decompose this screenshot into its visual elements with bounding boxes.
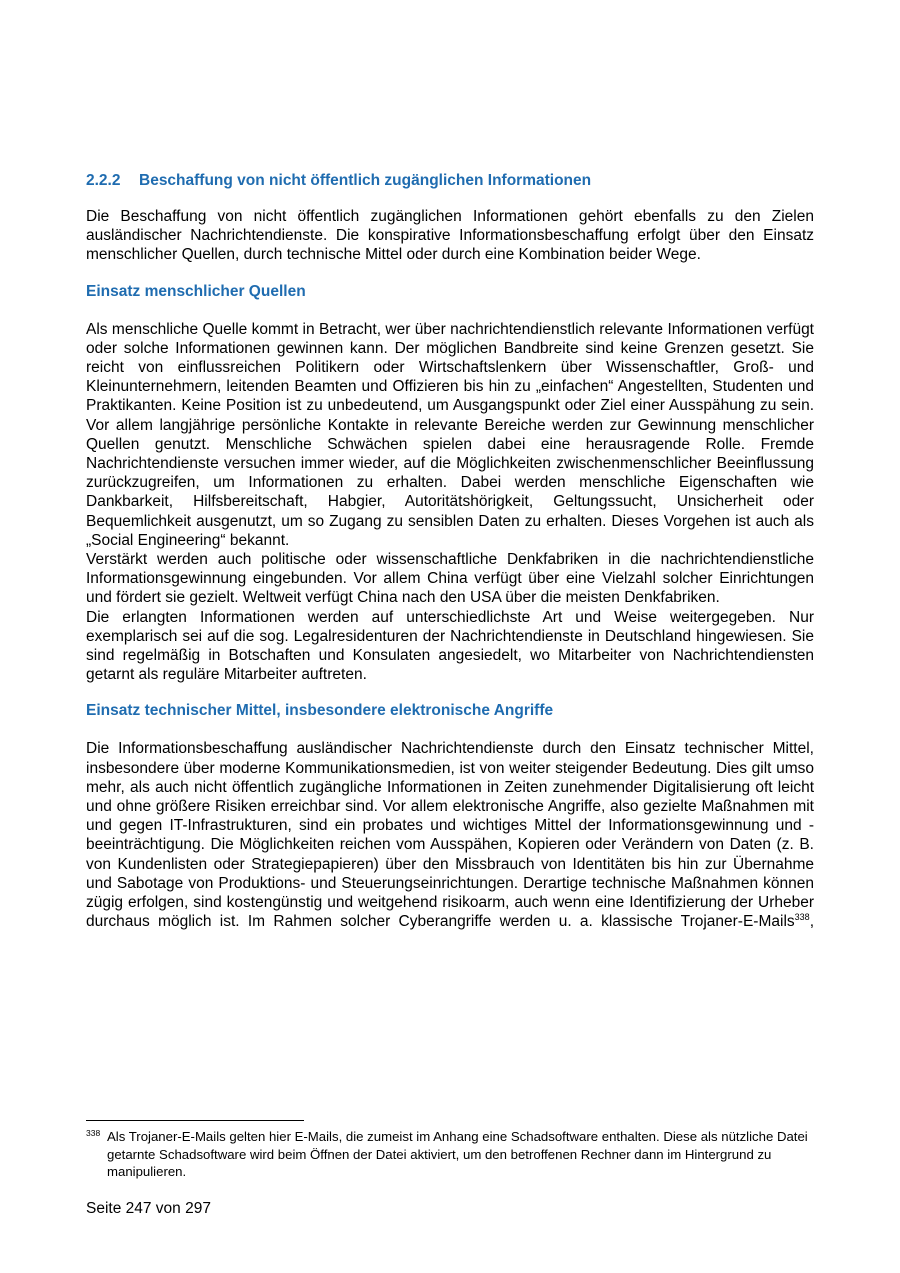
section-title: Beschaffung von nicht öffentlich zugänglichen Informationen — [139, 172, 592, 189]
intro-paragraph: Die Beschaffung von nicht öffentlich zugänglichen Informationen gehört ebenfalls zu den Zielen ausländischer Nachrichtendienste. Die konspirative Informationsbeschaffung erfolgt über den Einsatz menschlicher Quellen, durch technische Mittel oder durch eine Kombination beider Wege. — [86, 208, 814, 264]
footnote-reference[interactable]: 338 — [794, 912, 810, 923]
technical-means-trailing: , — [809, 913, 814, 931]
human-sources-paragraph-3: Die erlangten Informationen werden auf unterschiedlichste Art und Weise weitergegeben. Nur exemplarisch sei auf die sog. Legalresidenturen der Nachrichtendienste in Deutschland hingewiesen. Sie sind regelmäßig in Botschaften und Konsulaten angesiedelt, wo Mitarbeiter von Nachrichtendiensten getarnt als reguläre Mitarbeiter auftreten. — [86, 608, 814, 684]
subheading-technical-means: Einsatz technischer Mittel, insbesondere elektronische Angriffe — [86, 702, 554, 720]
human-sources-paragraph-2: Verstärkt werden auch politische oder wissenschaftliche Denkfabriken in die nachrichtendienstliche Informationsgewinnung eingebunden. Vor allem China verfügt über eine Vielzahl solcher Einrichtungen und fördert sie gezielt. Weltweit verfügt China nach den USA über die meisten Denkfabriken. — [86, 551, 814, 607]
footnote-text: Als Trojaner-E-Mails gelten hier E-Mails, die zumeist im Anhang eine Schadsoftware enthalten. Diese als nützliche Datei getarnte Schadsoftware wird beim Öffnen der Datei aktiviert, um den betroffenen Rechner dann im Hintergrund zu manipulieren. — [107, 1129, 808, 1179]
footnote-number: 338 — [86, 1128, 101, 1138]
section-number: 2.2.2 — [86, 172, 121, 189]
footnote-divider — [86, 1120, 304, 1121]
page-number: Seite 247 von 297 — [86, 1200, 211, 1217]
technical-means-paragraph — [86, 739, 814, 931]
technical-means-text: Die Informationsbeschaffung ausländischer Nachrichtendienste durch den Einsatz technischer Mittel, insbesondere über moderne Kommunikationsmedien, ist von weiter steigender Bedeutung. Dies gilt umso mehr, als auch nicht öffentlich zugängliche Informationen in Zeiten zunehmender Digitalisierung oft leicht und ohne größere Risiken erreichbar sind. Vor allem elektronische Angriffe, also gezielte Maßnahmen mit und gegen IT-Infrastrukturen, sind ein probates und wichtiges Mittel der Informationsgewinnung und -beeinträchtigung. Die Möglichkeiten reichen vom Ausspähen, Kopieren oder Verändern von Daten (z. B. von Kundenlisten oder Strategiepapieren) über den Missbrauch von Identitäten bis hin zur Übernahme und Sabotage von Produktions- und Steuerungseinrichtungen. Derartige technische Maßnahmen können zügig erfolgen, sind kostengünstig und weitgehend risikoarm, auch wenn eine Identifizierung der Urheber durchaus möglich ist. Im Rahmen solcher Cyberangriffe werden u. a. klassische Trojaner-E-Mails — [86, 740, 814, 931]
human-sources-paragraph-1: Als menschliche Quelle kommt in Betracht, wer über nachrichtendienstlich relevante Informationen verfügt oder solche Informationen gewinnen kann. Der möglichen Bandbreite sind keine Grenzen gesetzt. Sie reicht von einflussreichen Politikern oder Wirtschaftslenkern über Wissenschaftler, Groß- und Kleinunternehmern, leitenden Beamten und Offizieren bis hin zu „einfachen“ Angestellten, Studenten und Praktikanten. Keine Position ist zu unbedeutend, um Ausgangspunkt oder Ziel einer Ausspähung zu sein. Vor allem langjährige persönliche Kontakte in relevante Bereiche werden zur Gewinnung menschlicher Quellen genutzt. Menschliche Schwächen spielen dabei eine herausragende Rolle. Fremde Nachrichtendienste versuchen immer wieder, auf die Möglichkeiten zwischenmenschlicher Beeinflussung zurückzugreifen, um Informationen zu erhalten. Dabei werden menschliche Eigenschaften wie Dankbarkeit, Hilfsbereitschaft, Habgier, Autoritätshörigkeit, Geltungssucht, Unsicherheit oder Bequemlichkeit ausgenutzt, um so Zugang zu sensiblen Daten zu erhalten. Dieses Vorgehen ist auch als „Social Engineering“ bekannt. — [86, 320, 814, 549]
page-body — [86, 171, 814, 932]
footnote — [86, 1128, 814, 1181]
section-heading — [86, 171, 814, 191]
subheading-human-sources: Einsatz menschlicher Quellen — [86, 282, 306, 300]
